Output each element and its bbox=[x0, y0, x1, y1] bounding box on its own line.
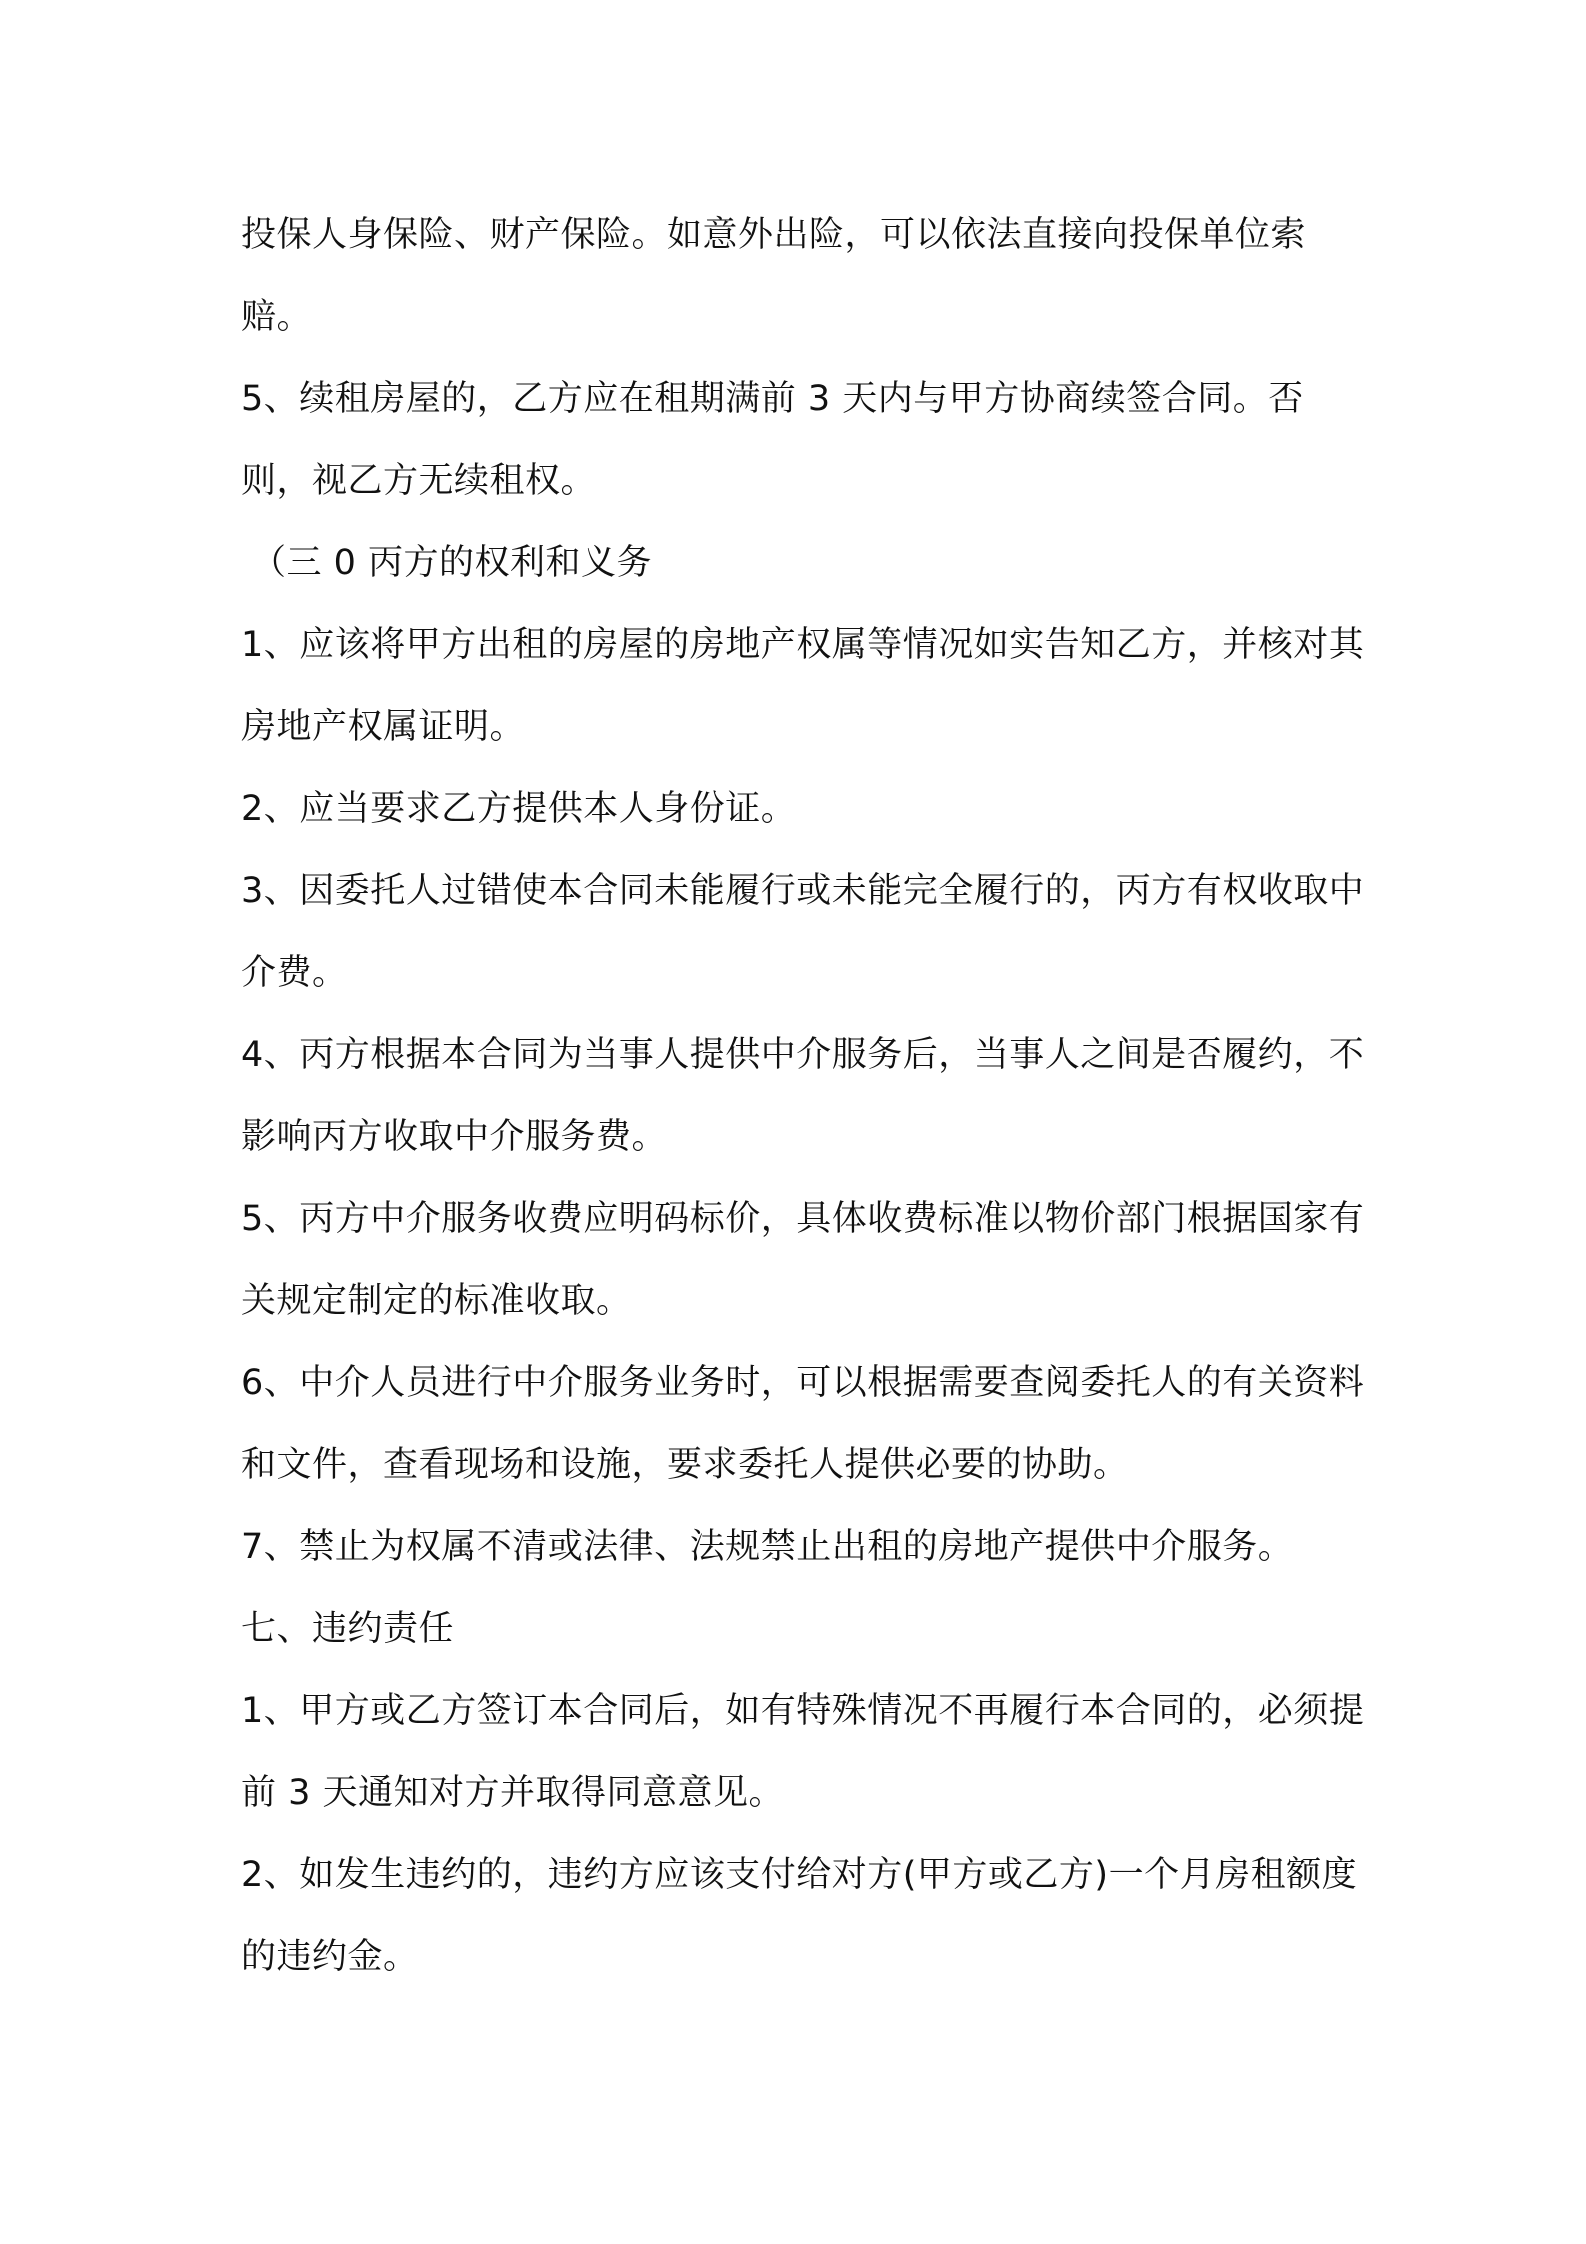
paragraph-c-item-1: 1、应该将甲方出租的房屋的房地产权属等情况如实告知乙方，并核对其房地产权属证明。 bbox=[241, 625, 1365, 747]
paragraph-c-item-4: 4、丙方根据本合同为当事人提供中介服务后，当事人之间是否履约，不影响丙方收取中介服务费。 bbox=[241, 1035, 1365, 1157]
paragraph-liability-item-1: 1、甲方或乙方签订本合同后，如有特殊情况不再履行本合同的，必须提前 3 天通知对方并取得同意意见。 bbox=[241, 1691, 1365, 1813]
paragraph-c-item-3: 3、因委托人过错使本合同未能履行或未能完全履行的，丙方有权收取中介费。 bbox=[241, 871, 1365, 993]
paragraph-c-item-5: 5、丙方中介服务收费应明码标价，具体收费标准以物价部门根据国家有关规定制定的标准收取。 bbox=[241, 1199, 1365, 1321]
document-body bbox=[241, 194, 1371, 1998]
section-heading-party-c-rights: （三 0 丙方的权利和义务 bbox=[251, 543, 653, 583]
paragraph-c-item-7: 7、禁止为权属不清或法律、法规禁止出租的房地产提供中介服务。 bbox=[241, 1527, 1294, 1567]
paragraph-c-item-6: 6、中介人员进行中介服务业务时，可以根据需要查阅委托人的有关资料和文件，查看现场和设施，要求委托人提供必要的协助。 bbox=[241, 1363, 1365, 1485]
paragraph-c-item-2: 2、应当要求乙方提供本人身份证。 bbox=[241, 789, 797, 829]
paragraph-liability-item-2: 2、如发生违约的，违约方应该支付给对方(甲方或乙方)一个月房租额度的违约金。 bbox=[241, 1855, 1358, 1977]
section-heading-liability: 七、违约责任 bbox=[241, 1609, 455, 1649]
paragraph-lease-renewal: 5、续租房屋的，乙方应在租期满前 3 天内与甲方协商续签合同。否则，视乙方无续租权。 bbox=[241, 379, 1304, 501]
paragraph-insurance-claim: 投保人身保险、财产保险。如意外出险，可以依法直接向投保单位索赔。 bbox=[241, 215, 1307, 337]
